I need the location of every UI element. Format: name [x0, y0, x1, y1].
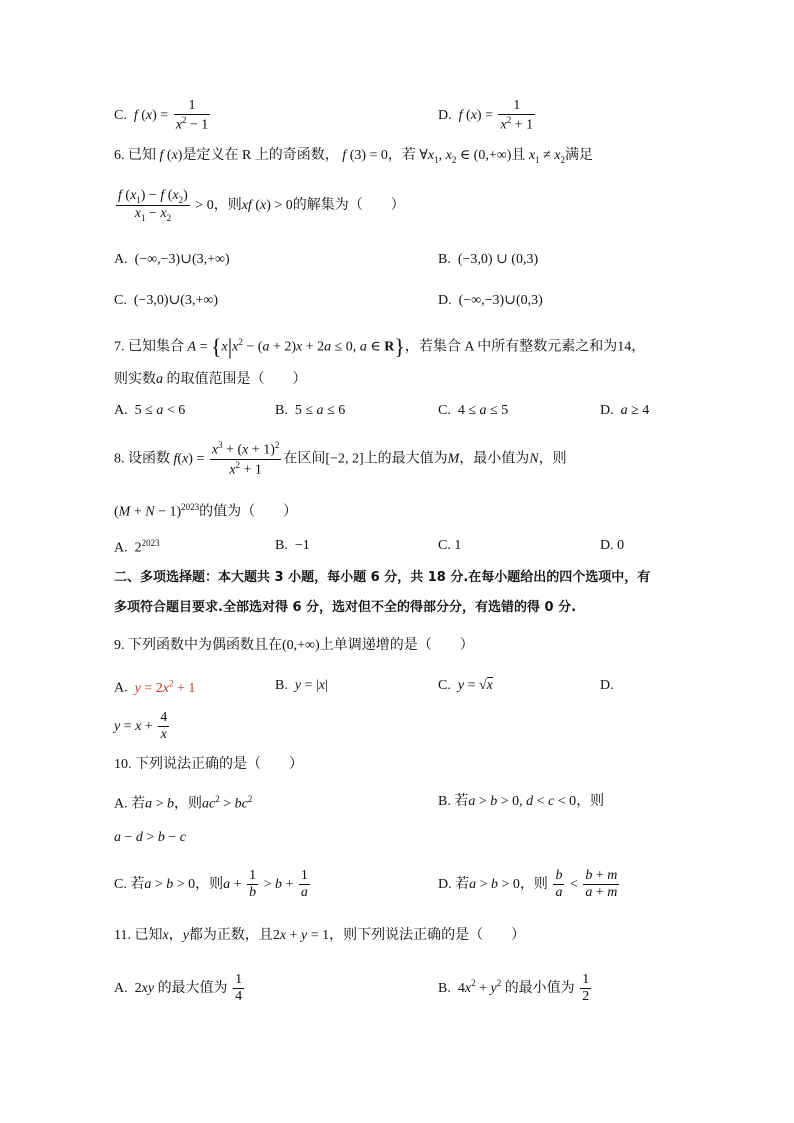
q11-option-a: A. 2xy 的最大值为 $\frac{1}{4}$ — [114, 972, 243, 1005]
q7-option-b: B. 5 ≤ a ≤ 6 — [275, 403, 346, 418]
q7-option-d: D. a ≥ 4 — [600, 403, 650, 418]
q10-stem: 10. 下列说法正确的是（ ） — [114, 757, 303, 772]
q8-option-a: A. $2^{2023}$ — [114, 538, 160, 556]
q6-stem: 6. 已知 f (x)是定义在 R 上的奇函数， f (3) = 0，若 $\forall x_1$, $x_2$ ∈ (0,+∞)且 $x_1 \ne x_2$满足 — [114, 148, 594, 165]
q10-option-b-cont: a − d > b − c — [114, 830, 186, 845]
q11-option-b: B. $4x^2 + y^2$ 的最小值为 $\frac{1}{2}$ — [438, 972, 590, 1005]
q9-stem: 9. 下列函数中为偶函数且在(0,+∞)上单调递增的是（ ） — [114, 638, 474, 653]
option-label: D. — [438, 108, 452, 124]
q5-option-c: C. f (x) = $\frac{1}{x^2 - 1}$ — [114, 98, 209, 133]
q7-option-a: A. 5 ≤ a < 6 — [114, 403, 186, 418]
q9-option-b: B. y = |x| — [275, 678, 328, 693]
q8-option-b: B. −1 — [275, 538, 310, 553]
q8-option-d: D. 0 — [600, 538, 625, 553]
q6-option-a: A. (−∞,−3)∪(3,+∞) — [114, 252, 230, 267]
q10-option-c: C. 若a > b > 0，则a + $\frac{1}{b}$ > b + $\frac{1}{a}$ — [114, 868, 308, 901]
q7-option-c: C. 4 ≤ a ≤ 5 — [438, 403, 509, 418]
section-heading: 二、多项选择题：本大题共 3 小题，每小题 6 分，共 18 分.在每小题给出的四个选项中，有 — [114, 570, 651, 585]
q7-stem: 7. 已知集合 $A = \{x|x^2 - (a + 2)x + 2a \le 0$, a ∈ R}，若集合 A 中所有整数元素之和为14， — [114, 334, 646, 359]
q6-option-d: D. (−∞,−3)∪(0,3) — [438, 293, 543, 308]
q9-option-d: y = x + $\frac{4}{x}$ — [114, 710, 168, 743]
q6-stem-2: $\frac{f (x_1) - f (x_2)}{x_1 - x_2}$ > 0，则xf (x) > 0的解集为（ ） — [118, 188, 405, 223]
section-instructions: 多项符合题目要求.全部选对得 6 分，选对但不全的得部分分，有选错的得 0 分. — [114, 600, 577, 615]
q5-option-d: D. f (x) = $\frac{1}{x^2 + 1}$ — [438, 98, 534, 133]
q9-option-d-label: D. — [600, 678, 614, 693]
q11-stem: 11. 已知x，y都为正数，且2x + y = 1，则下列说法正确的是（ ） — [114, 928, 526, 943]
q8-stem-2: $(M + N - 1)^{2023}$的值为（ ） — [114, 502, 298, 520]
q10-option-b: B. 若a > b > 0, d < c < 0，则 — [438, 794, 605, 809]
q8-option-c: C. 1 — [438, 538, 462, 553]
option-label: C. — [114, 108, 127, 124]
q9-option-a: A. $y = 2x^2 + 1$ — [114, 678, 196, 696]
q10-option-a: A. 若a > b，则$ac^2 > bc^2$ — [114, 794, 253, 812]
q10-option-d: D. 若a > b > 0，则 $\frac{b}{a}$ < $\frac{b + m}{a + m}$ — [438, 868, 618, 901]
q9-option-c: C. y = √x — [438, 678, 493, 693]
q6-option-c: C. (−3,0)∪(3,+∞) — [114, 293, 218, 308]
q7-stem-2: 则实数a 的取值范围是（ ） — [114, 372, 307, 387]
q6-option-b: B. (−3,0) ∪ (0,3) — [438, 252, 539, 267]
q8-stem: 8. 设函数 f(x) = $\frac{x^3 + (x + 1)^2}{x^2 + 1}$ 在区间[−2, 2]上的最大值为M，最小值为N，则 — [114, 440, 567, 478]
